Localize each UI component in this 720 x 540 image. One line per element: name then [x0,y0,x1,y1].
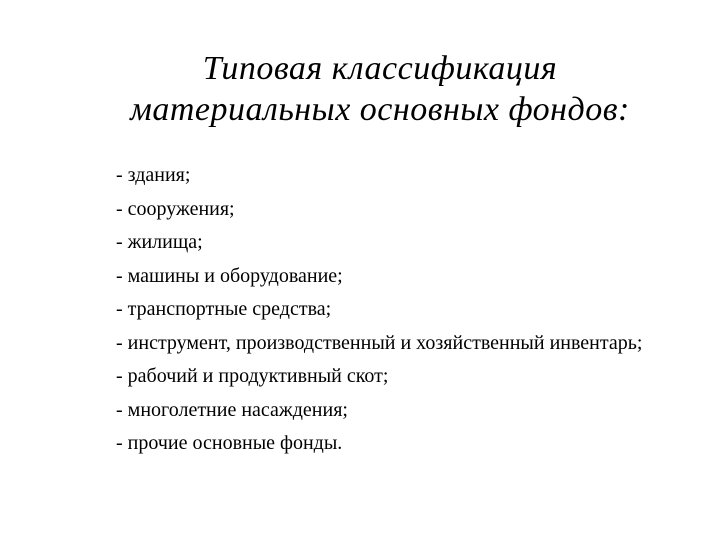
slide-title [40,48,720,130]
list-item-buildings: - здания; [116,164,191,186]
list-item-tools-inventory: - инструмент, производственный и хозяйственный инвентарь; [116,331,643,354]
list-item-livestock: - рабочий и продуктивный скот; [116,365,389,387]
list-item-vehicles: - транспортные средства; [116,298,332,320]
list-item-dwellings: - жилища; [116,231,203,253]
list-item-perennial-plantings: - многолетние насаждения; [116,398,348,421]
title-line-2: материальных основных фондов: [130,91,630,128]
list-item-other-funds: - прочие основные фонды. [116,432,343,454]
list-item-machinery: - машины и оборудование; [116,264,343,287]
title-line-1: Типовая классификация [202,50,558,87]
classification-list [116,164,696,466]
list-item-structures: - сооружения; [116,197,235,220]
